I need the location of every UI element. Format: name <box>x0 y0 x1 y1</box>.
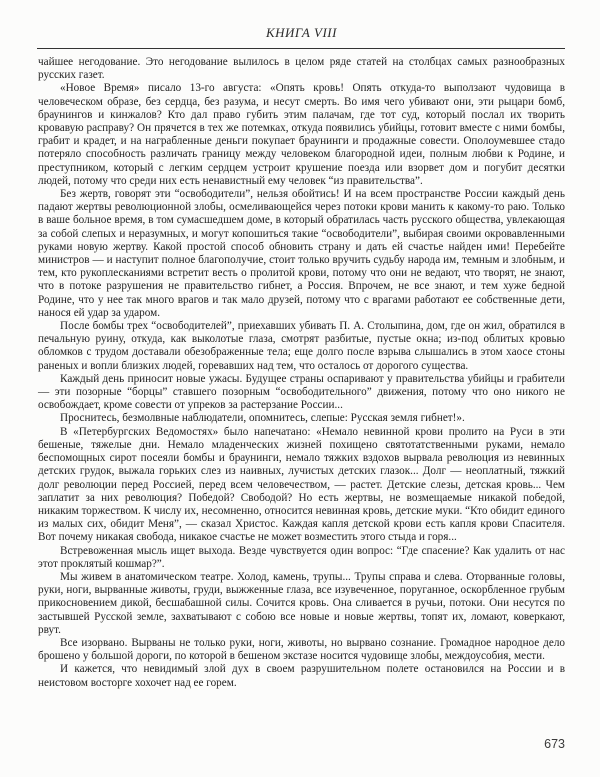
header-rule <box>37 48 565 49</box>
paragraph: Без жертв, говорят эти “освободители”, нельзя обойтись! И на всем пространстве России каждый день падают жертвы революционной злобы, осмеливающейся через потоки крови манить к какому-то раю. Только в ваше больное время, в том сумасшедшем доме, в который обратилась часть русского общества, увлекающая за собой слепых и неразумных, и могут копошиться такие “освободители”, выбирая своими окровавленными руками новую жертву. Какой простой способ обновить страну и дать ей счастье найден ими! Перебейте министров — и наступит полное благополучие, стоит только вручить судьбу народа им, темным и злобным, и тем, кто рукоплесканиями встретит весть о пролитой крови, потому что они не ведают, что творят, не знают, что в потоке разрушения не правительство гибнет, а Россия. Впрочем, не все знают, и тем хуже бедной Родине, что у нее так много врагов и так мало друзей, потому что с врагами работают ее собственные дети, нанося ей удар за ударом. <box>38 188 565 319</box>
paragraph: Проснитесь, безмолвные наблюдатели, опомнитесь, слепые: Русская земля гибнет!». <box>60 412 465 425</box>
page-number: 673 <box>544 737 565 751</box>
paragraph: Мы живем в анатомическом театре. Холод, камень, трупы... Трупы справа и слева. Оторванные головы, руки, ноги, вырванные животы, груди, выжженные глаза, все изувеченное, поруганное, оскорбленное грубым прикосновением дикой, бесшабашной силы. Сочится кровь. Она сливается в ручьи, потоки. Они несутся по застывшей Русской земле, захватывают с собою все новые и новые жертвы, топят их, ломают, коверкают, рвут. <box>38 570 565 636</box>
paragraph: И кажется, что невидимый злой дух в своем разрушительном полете остановился на России и в неистовом восторге хохочет над ее горем. <box>38 663 565 689</box>
paragraph: Встревоженная мысль ищет выхода. Везде чувствуется один вопрос: “Где спасение? Как удалить от нас этот проклятый кошмар?”. <box>38 544 565 570</box>
paragraph: В «Петербургских Ведомостях» было напечатано: «Немало невинной крови пролито на Руси в эти бешеные, тяжелые дни. Немало младенческих жизней похищено святотатственными руками, немало беспомощных сирот посеяли бомбы и браунинги, немало тяжких вздохов вырвала революция из невинных детских грудок, выжала горьких слез из наивных, лучистых детских глазок... Долг — неоплатный, тяжкий долг революции перед Россией, перед всем человечеством, — растет. Детские слезы, детская кровь... Чем заплатит за них революция? Победой? Свободой? Но есть жертвы, не возмещаемые никакой победой, никаким торжеством. К числу их, несомненно, относится невинная кровь, детские муки. “Кто обидит единого из малых сих, обидит Меня”, — сказал Христос. Каждая капля детской крови есть капля крови Спасителя. Вот почему никакая свобода, никакое счастье не может возместить этого стыда и горя... <box>38 425 565 544</box>
paragraph: После бомбы трех “освободителей”, приехавших убивать П. А. Столыпина, дом, где он жил, обратился в печальную руину, откуда, как выколотые глаза, смотрят разбитые, пустые окна; из-под облитых кровью обломков с трудом доставали обезображенные тела; еще долго после взрыва слышались в этом хаосе стоны раненых и вопли близких людей, горевавших над тем, что осталось от дорогого существа. <box>38 320 565 372</box>
paragraph: Все изорвано. Вырваны не только руки, ноги, животы, но вырвано сознание. Громадное народное дело брошено у большой дороги, по которой в бешеном экстазе носится чудовище злобы, междоусобия, мести. <box>38 636 565 663</box>
paragraph: Каждый день приносит новые ужасы. Будущее страны оспаривают у правительства убийцы и грабители — эти позорные “борцы” ставшего позорным “освободительного” движения, потому что оно никого не освобождает, кроме совести от упреков за растерзание России... <box>38 372 565 412</box>
running-head: КНИГА VIII <box>266 25 337 40</box>
paragraph: чайшее негодование. Это негодование вылилось в целом ряде статей на столбцах самых разнообразных русских газет. <box>38 56 565 82</box>
paragraph: «Новое Время» писало 13-го августа: «Опять кровь! Опять откуда-то выползают чудовища в человеческом образе, без сердца, без разума, и несут смерть. Во имя чего убивают они, эти рыцари бомб, браунингов и кинжалов? Кто дал право губить этим палачам, где тот суд, который послал их творить кровавую расправу? Он прячется в тех же потемках, откуда появились убийцы, готовит вместе с ними бомбы, грабит и крадет, и на награбленные деньги покупает браунинги и продажные совести. Ополоумевшее стадо потеряло способность различать границу между человеком благородной идеи, полным любви к Родине, и преступником, который с легким сердцем устроит крушение поезда или взорвет дом и погубит десятки людей, потому что среди них есть ненавистный ему человек “из правительства”. <box>38 82 565 187</box>
body-text <box>38 56 565 690</box>
